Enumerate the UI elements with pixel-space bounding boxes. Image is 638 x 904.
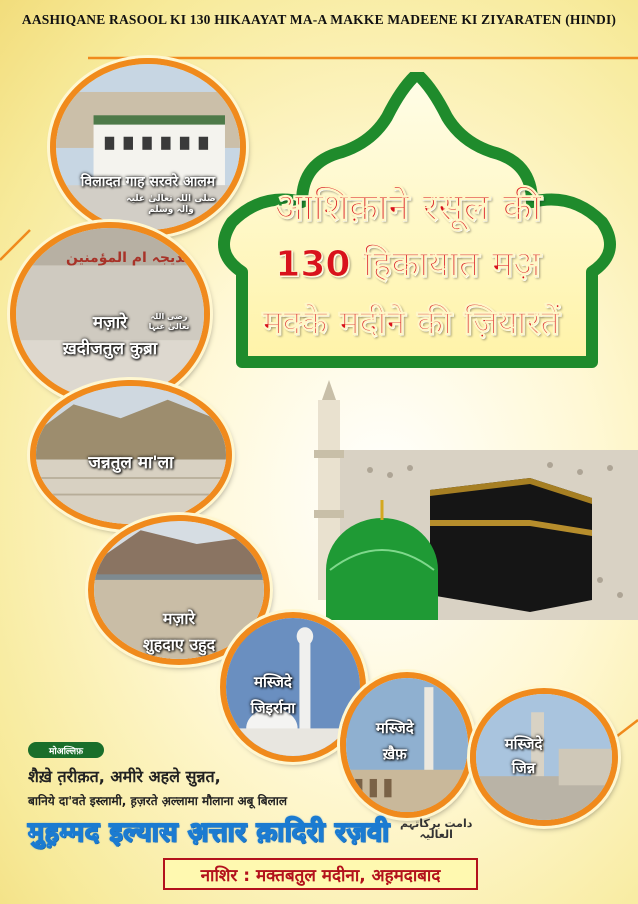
caption-uhud-2: शुहदाए उहुद <box>142 635 216 654</box>
caption-birthplace: विलादत गाह सरवरे आलम <box>80 174 216 190</box>
author-line-2: बानिये दा'वते इस्लामी, ह़ज़रते अ़ल्लामा मौलाना अबू बिलाल <box>28 794 288 808</box>
caption-jannatul-mala: जन्नतुल मा'ला <box>88 453 174 473</box>
subcaption-khadija: رضی اللہ تعالیٰ عنہا <box>148 312 190 331</box>
author-name: मुह़म्मद इल्यास अ़त्तार क़ादिरी रज़वी <box>28 817 390 848</box>
author-line-1: शैख़े त़रीक़त, अमीरे अहले सुन्नत, <box>28 767 221 786</box>
caption-khadija-2: ख़दीजतुल कुब्रा <box>62 339 158 359</box>
wall-inscription: خدیجہ ام المؤمنین <box>66 250 194 266</box>
caption-jinn-1: मस्जिदे <box>504 735 543 753</box>
place-circle-jannatul-mala <box>30 380 232 530</box>
place-circle-masjid-jinn <box>470 688 618 826</box>
seal-line-1: دامت برکاتہم <box>400 817 473 830</box>
subcaption-birthplace: صلی اللہ تعالیٰ علیہ والہ وسلم <box>126 194 216 215</box>
title-line-1: आशिक़ाने रसूल की <box>274 185 542 229</box>
author-honorific-seal <box>400 818 472 840</box>
caption-uhud-1: मज़ारे <box>162 609 196 628</box>
caption-khaif-1: मस्जिदे <box>375 719 414 737</box>
caption-jinn-2: जिन्न <box>511 759 536 777</box>
caption-khadija-1: मज़ारे <box>92 313 128 333</box>
title-line-3: मक्के मदीने की ज़ियारतें <box>262 303 560 343</box>
author-badge: मोअल्लिफ़ <box>28 742 104 758</box>
place-circle-khadija-tomb <box>10 222 210 406</box>
publisher-label: नाशिर : मक्तबतुल मदीना, अह़मदाबाद <box>163 858 478 890</box>
title-line-2: 130 हिकायात मअ़ <box>275 244 541 285</box>
seal-line-2: العالیہ <box>419 828 453 841</box>
caption-jirrana-1: मस्जिदे <box>254 673 292 691</box>
title-arch-frame <box>212 72 622 392</box>
caption-jirrana-2: जिइर्राना <box>250 699 296 717</box>
caption-khaif-2: ख़ैफ़ <box>382 745 407 763</box>
place-circle-birthplace <box>50 58 246 236</box>
top-english-title: AASHIQANE RASOOL KI 130 HIKAAYAT MA-A MAKKE MADEENE KI ZIYARATEN (HINDI) <box>21 12 617 27</box>
kaaba-green-dome-illustration <box>300 380 638 620</box>
place-circle-masjid-khaif <box>340 672 474 818</box>
